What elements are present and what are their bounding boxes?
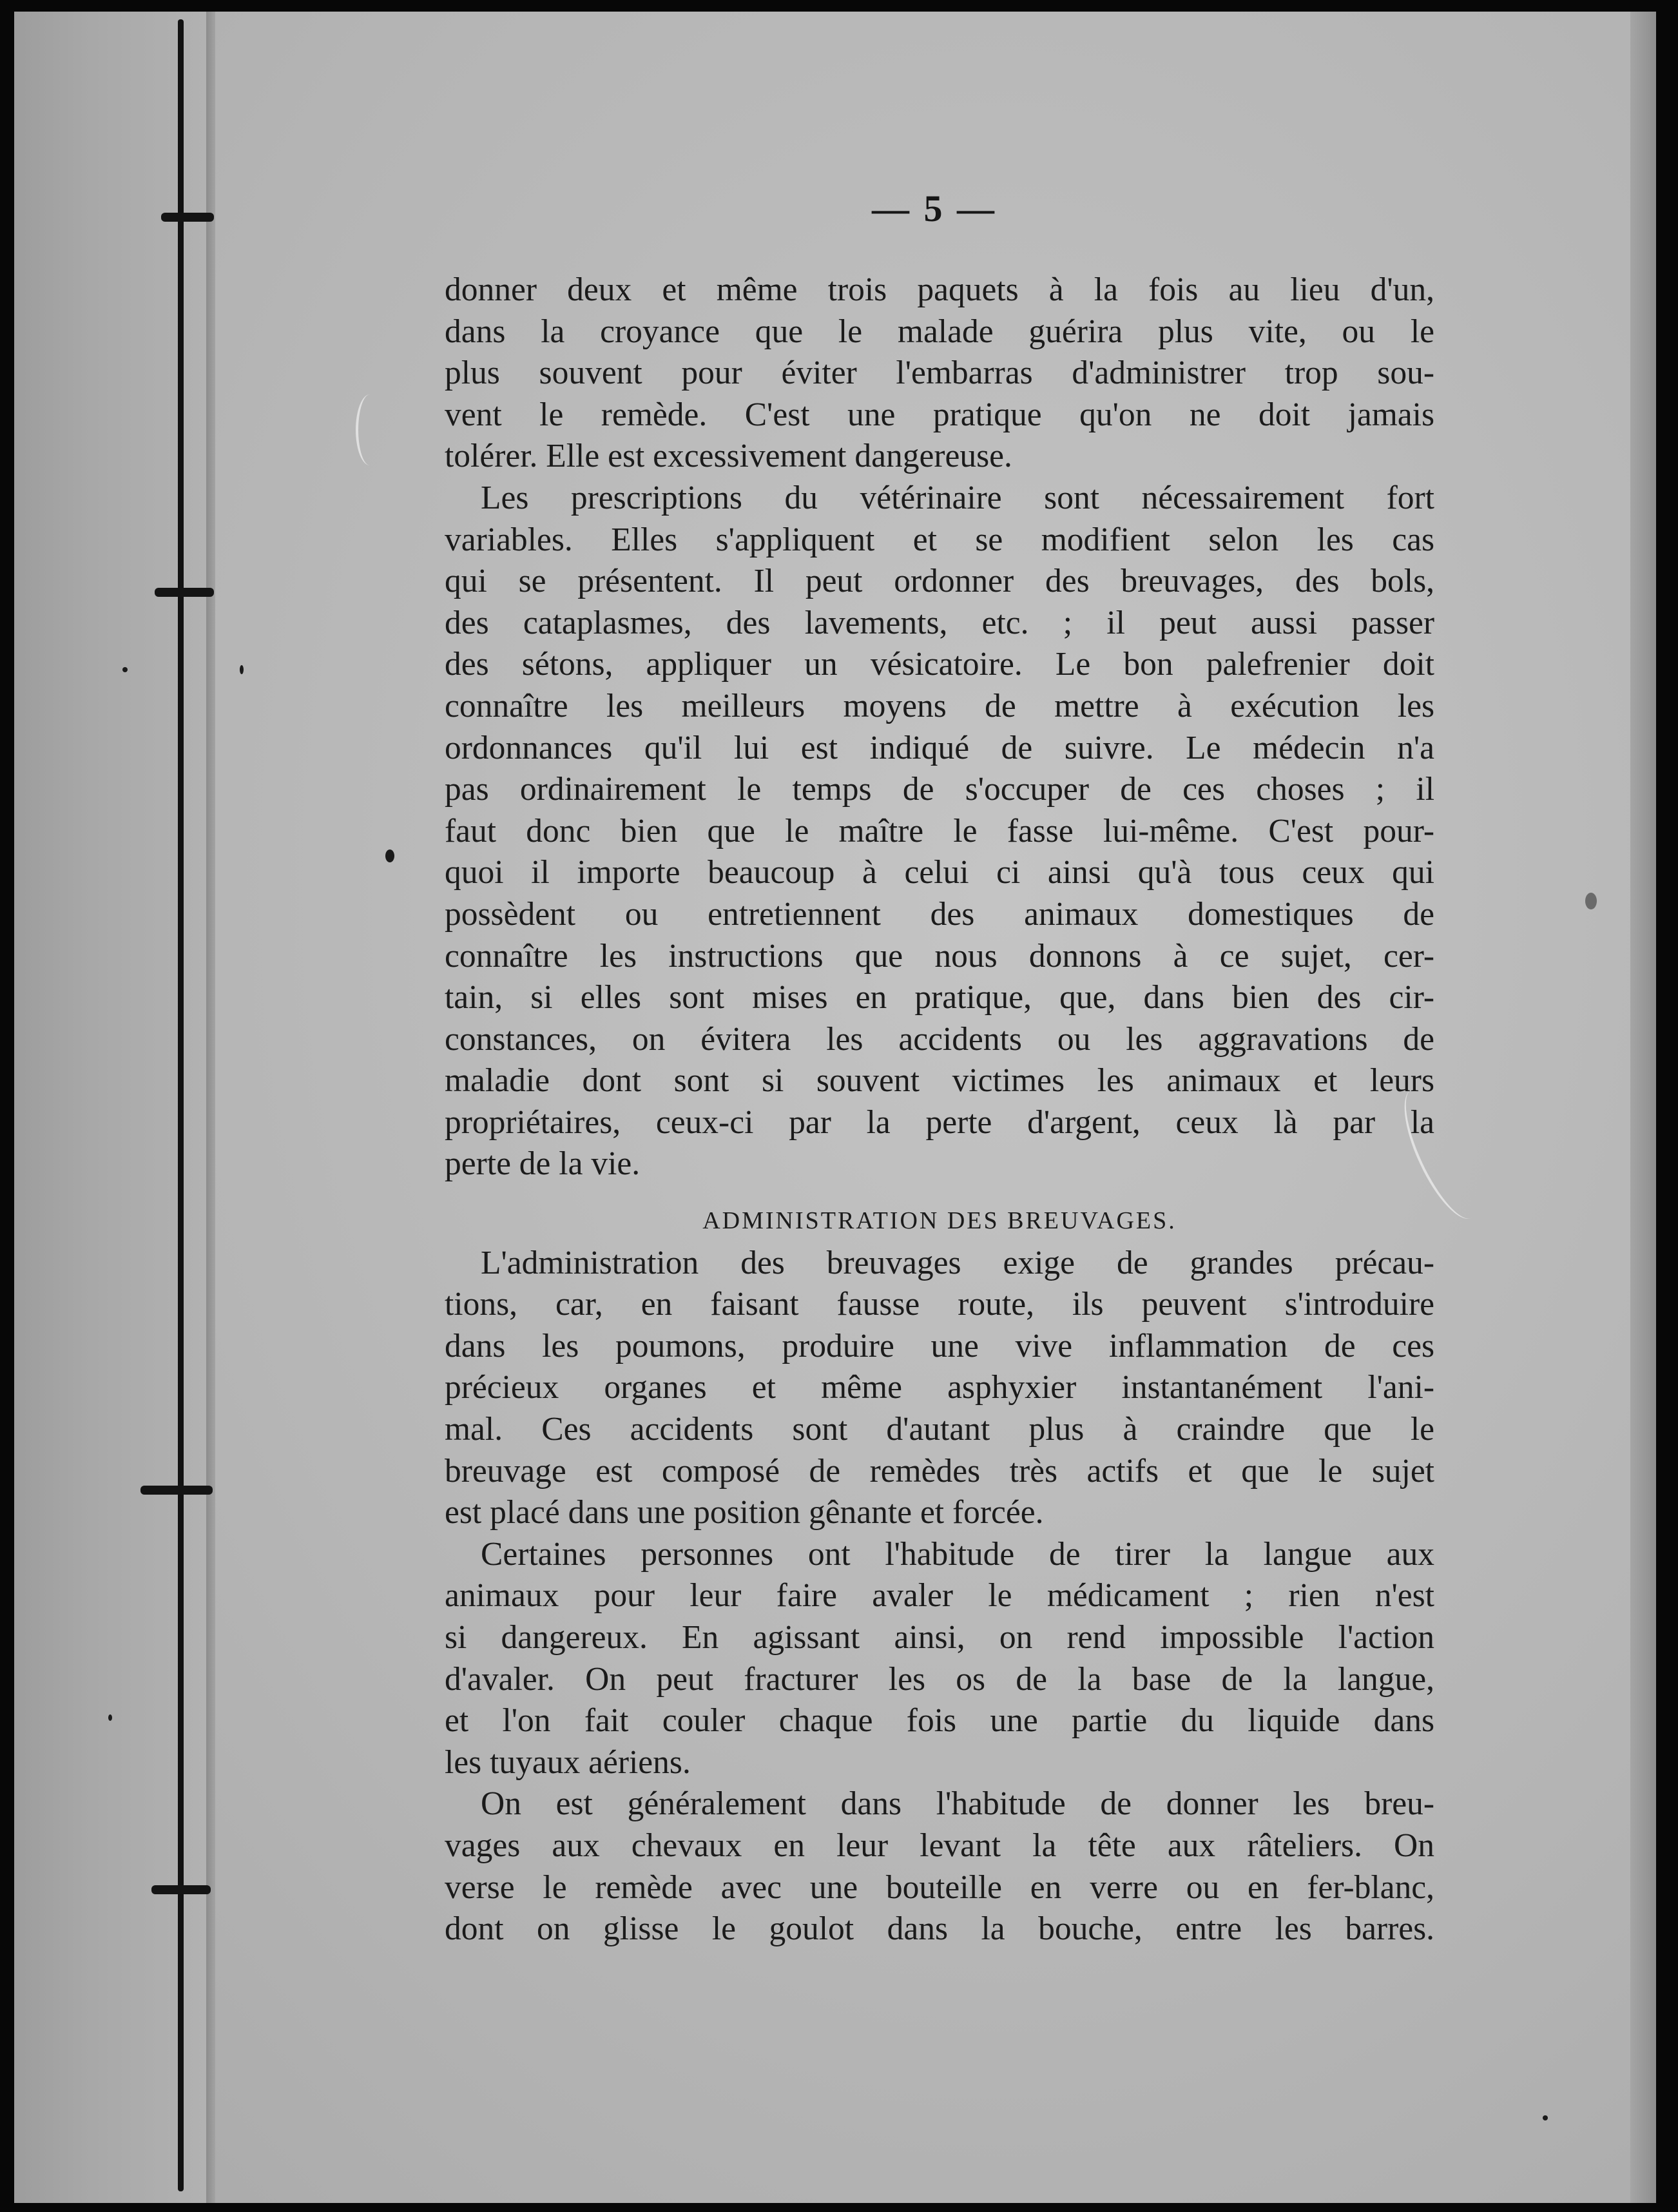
text-line: breuvage est composé de remèdes très actifs et que le sujet — [445, 1452, 1434, 1489]
text-line: d'avaler. On peut fracturer les os de la base de la langue, — [445, 1660, 1434, 1698]
binding-stitch — [151, 1885, 211, 1894]
text-line: des cataplasmes, des lavements, etc. ; il peut aussi passer — [445, 604, 1434, 641]
text-line: est placé dans une position gênante et forcée. — [445, 1494, 1044, 1531]
text-line: si dangereux. En agissant ainsi, on rend impossible l'action — [445, 1619, 1434, 1656]
text-line: dans les poumons, produire une vive inflammation de ces — [445, 1327, 1434, 1364]
paragraph — [445, 1534, 1434, 1784]
text-line: constances, on évitera les accidents ou les aggravations de — [445, 1020, 1434, 1058]
text-line: variables. Elles s'appliquent et se modifient selon les cas — [445, 521, 1434, 558]
ink-speck — [108, 1714, 112, 1721]
paragraph — [445, 1783, 1434, 1950]
text-line: vent le remède. C'est une pratique qu'on ne doit jamais — [445, 396, 1434, 433]
text-line: Certaines personnes ont l'habitude de tirer la langue aux — [481, 1535, 1434, 1573]
text-line: dont on glisse le goulot dans la bouche, entre les barres. — [445, 1910, 1434, 1948]
text-line: Les prescriptions du vétérinaire sont nécessairement fort — [481, 479, 1434, 516]
text-line: animaux pour leur faire avaler le médicament ; rien n'est — [445, 1577, 1434, 1615]
scan-scratch — [356, 394, 384, 465]
text-line: maladie dont sont si souvent victimes les animaux et leurs — [445, 1062, 1434, 1100]
text-line: mal. Ces accidents sont d'autant plus à craindre que le — [445, 1411, 1434, 1448]
text-line: dans la croyance que le malade guérira plus vite, ou le — [445, 313, 1434, 350]
text-line: On est généralement dans l'habitude de donner les breu- — [481, 1785, 1434, 1823]
text-line: ordonnances qu'il lui est indiqué de suivre. Le médecin n'a — [445, 729, 1434, 766]
text-line: verse le remède avec une bouteille en verre ou en fer-blanc, — [445, 1868, 1434, 1906]
text-line: tain, si elles sont mises en pratique, que, dans bien des cir- — [445, 979, 1434, 1016]
page-edge — [1630, 12, 1656, 2203]
text-line: tolérer. Elle est excessivement dangereuse. — [445, 438, 1012, 475]
ink-speck — [1585, 893, 1597, 909]
text-line: qui se présentent. Il peut ordonner des breuvages, des bols, — [445, 563, 1434, 600]
text-line: plus souvent pour éviter l'embarras d'administrer trop sou- — [445, 354, 1434, 392]
page-number: — 5 — — [872, 188, 997, 229]
text-line: pas ordinairement le temps de s'occuper de ces choses ; il — [445, 771, 1434, 808]
text-line: possèdent ou entretiennent des animaux domestiques de — [445, 895, 1434, 933]
section-heading: ADMINISTRATION DES BREUVAGES. — [702, 1207, 1177, 1235]
binding-stitch — [161, 213, 214, 222]
text-line: vages aux chevaux en leur levant la tête aux râteliers. On — [445, 1827, 1434, 1864]
text-line: quoi il importe beaucoup à celui ci ainsi qu'à tous ceux qui — [445, 854, 1434, 891]
binding-stitch — [140, 1486, 213, 1495]
text-line: connaître les meilleurs moyens de mettre à exécution les — [445, 687, 1434, 724]
paragraph — [445, 1243, 1434, 1534]
text-line: et l'on fait couler chaque fois une partie du liquide dans — [445, 1702, 1434, 1740]
text-line: connaître les instructions que nous donnons à ce sujet, cer- — [445, 937, 1434, 975]
text-line: faut donc bien que le maître le fasse lui-même. C'est pour- — [445, 812, 1434, 849]
text-line: L'administration des breuvages exige de grandes précau- — [481, 1244, 1434, 1281]
ink-speck — [1543, 2115, 1548, 2120]
binding-stitch — [155, 588, 214, 597]
text-line: précieux organes et même asphyxier instantanément l'ani- — [445, 1369, 1434, 1406]
body-text — [445, 269, 1434, 1950]
text-line: perte de la vie. — [445, 1145, 641, 1183]
text-line: donner deux et même trois paquets à la fois au lieu d'un, — [445, 271, 1434, 308]
paragraph — [445, 478, 1434, 1185]
text-line: propriétaires, ceux-ci par la perte d'argent, ceux là par la — [445, 1103, 1434, 1141]
binding-thread — [178, 19, 184, 2191]
text-line: les tuyaux aériens. — [445, 1743, 691, 1781]
paragraph — [445, 269, 1434, 478]
ink-speck — [240, 665, 244, 674]
binding-gutter — [206, 12, 215, 2203]
text-line: des sétons, appliquer un vésicatoire. Le bon palefrenier doit — [445, 646, 1434, 683]
ink-speck — [122, 667, 128, 672]
ink-speck — [385, 849, 394, 862]
text-line: tions, car, en faisant fausse route, ils peuvent s'introduire — [445, 1286, 1434, 1323]
